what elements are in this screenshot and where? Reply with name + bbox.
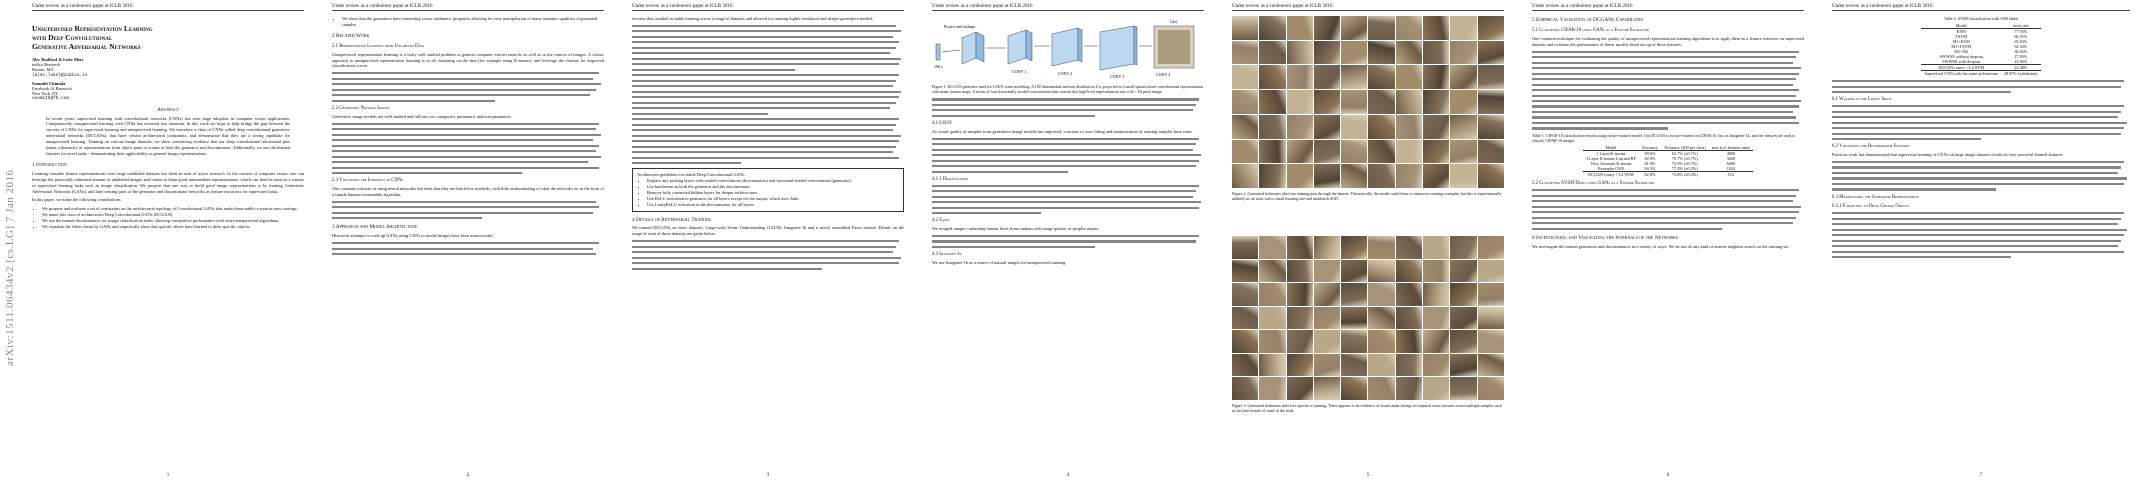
bedroom-sample-thumbnail bbox=[1423, 115, 1449, 139]
bedroom-sample-thumbnail bbox=[1341, 354, 1367, 377]
table-cell: 80.6% bbox=[1639, 151, 1661, 157]
abstract-heading: Abstract bbox=[157, 106, 179, 113]
table-caption: Table 2: SVHN classification with 1000 labels bbox=[1943, 16, 2019, 21]
bedroom-sample-thumbnail bbox=[1341, 283, 1367, 306]
bedroom-sample-thumbnail bbox=[1450, 140, 1476, 164]
bedroom-sample-thumbnail bbox=[1450, 330, 1476, 353]
bedroom-sample-thumbnail bbox=[1232, 377, 1258, 400]
table-cell: 82.8% bbox=[1639, 172, 1661, 178]
bedroom-sample-thumbnail bbox=[1341, 164, 1367, 188]
bedroom-sample-thumbnail bbox=[1423, 16, 1449, 40]
table-cell: 66.55% bbox=[2014, 34, 2028, 40]
running-header: Under review as a conference paper at ICLR 2016 bbox=[1832, 4, 2130, 11]
list-item: • We visualize the filters learnt by GANs and empirically show that specific filters have learned to draw specific objects. bbox=[42, 224, 304, 230]
bedroom-sample-thumbnail bbox=[1314, 115, 1340, 139]
bedroom-sample-thumbnail bbox=[1314, 354, 1340, 377]
bedroom-sample-thumbnail bbox=[1368, 354, 1394, 377]
bedroom-sample-thumbnail bbox=[1341, 260, 1367, 283]
paragraph: We investigate the trained generators and discriminators in a variety of ways. We do not do any kind of nearest neighbor search on the training set. bbox=[1532, 243, 1790, 249]
bedroom-sample-thumbnail bbox=[1478, 140, 1504, 164]
bedroom-sample-thumbnail bbox=[1478, 354, 1504, 377]
bedroom-sample-thumbnail bbox=[1396, 115, 1422, 139]
bedroom-sample-thumbnail bbox=[1423, 260, 1449, 283]
guidelines-title: Architecture guidelines for stable Deep Convolutional GANs bbox=[637, 172, 745, 178]
bedroom-sample-thumbnail bbox=[1314, 41, 1340, 65]
bedroom-sample-thumbnail bbox=[1287, 115, 1313, 139]
section-heading: 3 Approach and Model Architecture bbox=[332, 224, 418, 231]
paragraph: tectures that resulted in stable training across a range of datasets and allowed for training higher resolution and deeper generative models. bbox=[632, 16, 874, 21]
subsection-heading: 6.3 Manipulating the Generator Representation bbox=[1832, 194, 1919, 200]
diagram-label: Project and reshape bbox=[944, 24, 976, 29]
bedroom-sample-thumbnail bbox=[1341, 16, 1367, 40]
author-email: {alec,luke}@indico.io bbox=[32, 72, 88, 78]
subsection-heading: 2.1 Representation Learning from Unlabeled Data bbox=[332, 43, 425, 49]
generated-bedrooms-grid bbox=[1232, 236, 1504, 400]
bedroom-sample-thumbnail bbox=[1341, 307, 1367, 330]
bedroom-sample-thumbnail bbox=[1396, 377, 1422, 400]
page-number: 4 bbox=[1066, 473, 1070, 478]
table-cell: 1024 bbox=[1726, 166, 1736, 172]
bedroom-sample-thumbnail bbox=[1396, 283, 1422, 306]
figure-2 bbox=[1232, 16, 1504, 201]
bedroom-sample-thumbnail bbox=[1287, 16, 1313, 40]
generated-bedrooms-grid bbox=[1232, 16, 1504, 188]
table-cell: DCGAN (ours) + L2-SVM bbox=[1583, 172, 1639, 178]
table-cell: 54.33% bbox=[2014, 44, 2028, 50]
paragraph: Historical attempts to scale up GANs using CNNs to model images have been unsuccessful. bbox=[332, 233, 494, 239]
bedroom-sample-thumbnail bbox=[1341, 377, 1367, 400]
paragraph: We scraped images containing human faces from random web image queries of peoples names. bbox=[932, 226, 1100, 232]
section-heading: 4 Details of Adversarial Training bbox=[632, 216, 712, 223]
subsection-heading: 5.2 Classifying SVHN Digits using GANs as a Feature Extractor bbox=[1532, 181, 1655, 187]
subsection-heading: 5.1 Classifying CIFAR-10 using GANs as a Feature Extractor bbox=[1532, 27, 1649, 33]
table-cell: KNN bbox=[1921, 29, 2001, 35]
bedroom-sample-thumbnail bbox=[1287, 164, 1313, 188]
bedroom-sample-thumbnail bbox=[1341, 90, 1367, 114]
bedroom-sample-thumbnail bbox=[1423, 164, 1449, 188]
section-heading: 1 Introduction bbox=[32, 161, 67, 168]
bedroom-sample-thumbnail bbox=[1232, 115, 1258, 139]
bedroom-sample-thumbnail bbox=[1450, 260, 1476, 283]
bedroom-sample-thumbnail bbox=[1478, 307, 1504, 330]
page-number: 5 bbox=[1366, 473, 1370, 478]
bedroom-sample-thumbnail bbox=[1368, 164, 1394, 188]
diagram-label: G(z) bbox=[1170, 19, 1178, 24]
bedroom-sample-thumbnail bbox=[1396, 307, 1422, 330]
bedroom-sample-thumbnail bbox=[1396, 164, 1422, 188]
bedroom-sample-thumbnail bbox=[1396, 41, 1422, 65]
table-cell: 82.0% bbox=[1644, 156, 1656, 162]
figure-caption: Figure 3: Generated bedrooms after five epochs of training. There appears to be evidence of visual under-fitting via repeated noise textures across multiple samples such as the base boards of some of the beds. bbox=[1232, 403, 1502, 414]
page-number: 6 bbox=[1666, 473, 1670, 478]
paper-page-4 bbox=[918, 0, 1218, 483]
table-cell: 6400 bbox=[1726, 161, 1736, 167]
table-header: Model bbox=[1605, 145, 1617, 151]
bedroom-sample-thumbnail bbox=[1396, 354, 1422, 377]
bedroom-sample-thumbnail bbox=[1423, 283, 1449, 306]
page-number: 3 bbox=[766, 473, 770, 478]
bedroom-sample-thumbnail bbox=[1423, 41, 1449, 65]
bedroom-sample-thumbnail bbox=[1341, 41, 1367, 65]
paragraph: One common technique for evaluating the quality of unsupervised representation learning algorithms is to apply them as a feature extractor on supervised datasets and evaluate the performance of linear models fitted on top of these features. bbox=[1532, 35, 1804, 47]
table-cell: 84.3% bbox=[1644, 166, 1656, 172]
bedroom-sample-thumbnail bbox=[1478, 16, 1504, 40]
bedroom-sample-thumbnail bbox=[1287, 41, 1313, 65]
bedroom-sample-thumbnail bbox=[1232, 41, 1258, 65]
table-cell: 70.7% (±0.7%) bbox=[1671, 156, 1698, 162]
paragraph: Unsupervised representation learning is a fairly well studied problem in general computer vision research, as well as in the context of images. A classic approach to unsupervised representation learning is to do clustering on the data (for example using K-means), and leverage the clusters for improved classification scores. bbox=[332, 51, 604, 69]
paragraph: In this paper, we make the following contributions bbox=[32, 197, 121, 203]
author-email: soumith@fb.com bbox=[32, 96, 69, 102]
bedroom-sample-thumbnail bbox=[1396, 236, 1422, 259]
bedroom-sample-thumbnail bbox=[1368, 90, 1394, 114]
table-cell: 3200 bbox=[1726, 156, 1736, 162]
table-cell: SWWAE without dropout bbox=[1939, 54, 1983, 60]
list-item: • Remove fully connected hidden layers for deeper architectures. bbox=[647, 190, 899, 196]
figure-caption: Figure 2: Generated bedrooms after one training pass through the dataset. Theoretically, the model could learn to memorize training examples, but this is experimentally unlikely as we train with a small learning rate and minibatch SGD. bbox=[1232, 191, 1502, 202]
table-cell: M1+TSVM bbox=[1951, 44, 1972, 50]
table-cell: 36.02% bbox=[2014, 49, 2028, 55]
table-cell: 73.8% (±0.4%) bbox=[1661, 172, 1709, 178]
paragraph: One constant criticism of using neural networks has been that they are black-box methods, with little understanding of what the networks do in the form of a simple human-consumable algorithm. bbox=[332, 186, 604, 197]
bedroom-sample-thumbnail bbox=[1450, 164, 1476, 188]
bedroom-sample-thumbnail bbox=[1368, 236, 1394, 259]
bedroom-sample-thumbnail bbox=[1423, 90, 1449, 114]
bedroom-sample-thumbnail bbox=[1423, 65, 1449, 89]
table-cell: 72.6% (±0.7%) bbox=[1671, 161, 1698, 167]
bedroom-sample-thumbnail bbox=[1423, 377, 1449, 400]
paper-page-6 bbox=[1518, 0, 1818, 483]
list-item: • Replace any pooling layers with strided convolutions (discriminator) and fractional-strided convolutions (generator). bbox=[647, 178, 899, 184]
section-heading: 5 Empirical Validation of DCGANs Capabilities bbox=[1532, 17, 1644, 23]
table-cell: 22.48% bbox=[2001, 65, 2041, 71]
bedroom-sample-thumbnail bbox=[1287, 260, 1313, 283]
diagram-label: 100 z bbox=[934, 64, 943, 69]
paper-page-1 bbox=[18, 0, 318, 483]
bedroom-sample-thumbnail bbox=[1368, 307, 1394, 330]
subsection-heading: 2.3 Visualizing the Internals of CNNs bbox=[332, 178, 404, 184]
bedroom-sample-thumbnail bbox=[1259, 65, 1285, 89]
bedroom-sample-thumbnail bbox=[1259, 90, 1285, 114]
bedroom-sample-thumbnail bbox=[1478, 65, 1504, 89]
bedroom-sample-thumbnail bbox=[1314, 236, 1340, 259]
bedroom-sample-thumbnail bbox=[1287, 65, 1313, 89]
bedroom-sample-thumbnail bbox=[1478, 41, 1504, 65]
paragraph: Previous work has demonstrated that supervised training of CNNs on large image datasets results in very powerful learned features. bbox=[1832, 152, 2064, 158]
author-block bbox=[32, 81, 304, 102]
bedroom-sample-thumbnail bbox=[1368, 16, 1394, 40]
bedroom-sample-thumbnail bbox=[1287, 377, 1313, 400]
author-affil: Facebook AI Research bbox=[32, 86, 72, 92]
subsection-heading: 4.1.1 Deduplication bbox=[932, 176, 968, 182]
bedroom-sample-thumbnail bbox=[1287, 140, 1313, 164]
figure-caption: Figure 1: DCGAN generator used for LSUN scene modeling. A 100 dimensional uniform distribution Z is projected to a small spatial extent convolutional representation with many feature maps. A series of four fractionally-strided convolutions then convert this high level representation into a 64 × 64 pixel image. bbox=[932, 84, 1204, 95]
paper-page-2 bbox=[318, 0, 618, 483]
bedroom-sample-thumbnail bbox=[1450, 65, 1476, 89]
table-row bbox=[1921, 71, 2040, 77]
abstract-text: In recent years, supervised learning with convolutional networks (CNNs) has seen huge adoption in computer vision applications. Comparatively, unsupervised learning with CNNs has received less attention. In this work we hope to help bridge the gap between the success of CNNs for supervised learning and unsupervised learning. We introduce a class of CNNs called deep convolutional generative adversarial networks (DCGANs), that have certain architectural constraints, and demonstrate that they are a strong candidate for unsupervised learning. Training on various image datasets, we show convincing evidence that our deep convolutional adversarial pair learns a hierarchy of representations from object parts to scenes in both the generator and discriminator. Additionally, we use the learned features for novel tasks - demonstrating their applicability as general image representations. bbox=[46, 115, 290, 156]
bedroom-sample-thumbnail bbox=[1396, 16, 1422, 40]
bedroom-sample-thumbnail bbox=[1423, 330, 1449, 353]
author-name: Soumith Chintala bbox=[32, 80, 66, 86]
bedroom-sample-thumbnail bbox=[1450, 115, 1476, 139]
bedroom-sample-thumbnail bbox=[1259, 236, 1285, 259]
bedroom-sample-thumbnail bbox=[1314, 260, 1340, 283]
table-cell: 23.56% bbox=[2014, 59, 2028, 65]
bedroom-sample-thumbnail bbox=[1423, 236, 1449, 259]
table-cell: Supervised CNN with the same architecture bbox=[1921, 71, 2001, 77]
running-header: Under review as a conference paper at ICLR 2016 bbox=[932, 4, 1204, 11]
contribution-list bbox=[32, 206, 304, 230]
bedroom-sample-thumbnail bbox=[1287, 354, 1313, 377]
bedroom-sample-thumbnail bbox=[1232, 236, 1258, 259]
bedroom-sample-thumbnail bbox=[1450, 377, 1476, 400]
bedroom-sample-thumbnail bbox=[1450, 90, 1476, 114]
paragraph: Learning reusable feature representations from large unlabeled datasets has been an area of active research. In the context of computer vision, one can leverage the practically unlimited amount of unlabeled images and videos to learn good intermediate representations, which can then be used on a variety of supervised learning tasks such as image classification. We propose that one way to build good image representations is by training Generative Adversarial Networks (GANs), and later reusing parts of the generator and discriminator networks as feature extractors for supervised tasks. bbox=[32, 170, 304, 194]
paper-page-3 bbox=[618, 0, 918, 483]
bedroom-sample-thumbnail bbox=[1450, 354, 1476, 377]
bedroom-sample-thumbnail bbox=[1396, 330, 1422, 353]
bedroom-sample-thumbnail bbox=[1396, 90, 1422, 114]
bedroom-sample-thumbnail bbox=[1259, 354, 1285, 377]
bedroom-sample-thumbnail bbox=[1259, 115, 1285, 139]
bedroom-sample-thumbnail bbox=[1259, 377, 1285, 400]
bedroom-sample-thumbnail bbox=[1232, 307, 1258, 330]
page-number: 1 bbox=[166, 473, 170, 478]
table-cell: 3 Layer K-means Learned RF bbox=[1585, 156, 1636, 162]
bedroom-sample-thumbnail bbox=[1396, 65, 1422, 89]
running-header: Under review as a conference paper at ICLR 2016 bbox=[1532, 4, 1804, 11]
diagram-label: CONV 1 bbox=[1012, 69, 1027, 74]
bedroom-sample-thumbnail bbox=[1314, 330, 1340, 353]
table-header: Model bbox=[1955, 23, 1967, 29]
bedroom-sample-thumbnail bbox=[1232, 283, 1258, 306]
page-number: 7 bbox=[1979, 473, 1983, 478]
table-row bbox=[1583, 172, 1753, 178]
paper-page-5 bbox=[1218, 0, 1518, 483]
bedroom-sample-thumbnail bbox=[1423, 307, 1449, 330]
bedroom-sample-thumbnail bbox=[1232, 330, 1258, 353]
bedroom-sample-thumbnail bbox=[1341, 330, 1367, 353]
subsection-heading: 6.1 Walking in the Latent Space bbox=[1832, 97, 1892, 103]
bedroom-sample-thumbnail bbox=[1314, 140, 1340, 164]
table-cell: View Invariant K-means bbox=[1590, 161, 1632, 167]
subsection-heading: 6.2 Visualizing the Discriminator Features bbox=[1832, 144, 1910, 150]
table-cell: 77.93% bbox=[2001, 29, 2041, 35]
bedroom-sample-thumbnail bbox=[1450, 236, 1476, 259]
bedroom-sample-thumbnail bbox=[1314, 16, 1340, 40]
bedroom-sample-thumbnail bbox=[1259, 330, 1285, 353]
svhn-results-table bbox=[1921, 23, 2040, 76]
table-header: Accuracy (400 per class) bbox=[1663, 145, 1706, 151]
bedroom-sample-thumbnail bbox=[1314, 90, 1340, 114]
arxiv-id: arXiv:1511.06434v2 [cs.LG] 7 Jan 2016 bbox=[4, 169, 16, 366]
table-cell: 4800 bbox=[1709, 151, 1753, 157]
dcgan-generator-diagram bbox=[932, 18, 1204, 82]
bedroom-sample-thumbnail bbox=[1450, 283, 1476, 306]
subsection-heading: 4.3 Imagenet-1k bbox=[932, 252, 962, 258]
bedroom-sample-thumbnail bbox=[1287, 90, 1313, 114]
table-cell: 65.63% bbox=[2014, 39, 2028, 45]
architecture-guidelines-box bbox=[632, 168, 904, 211]
bedroom-sample-thumbnail bbox=[1259, 164, 1285, 188]
bedroom-sample-thumbnail bbox=[1478, 90, 1504, 114]
bedroom-sample-thumbnail bbox=[1478, 377, 1504, 400]
bedroom-sample-thumbnail bbox=[1341, 236, 1367, 259]
bedroom-sample-thumbnail bbox=[1232, 164, 1258, 188]
subsection-heading: 6.3.1 Forgetting to Draw Certain Objects bbox=[1832, 204, 1910, 210]
bedroom-sample-thumbnail bbox=[1341, 140, 1367, 164]
bedroom-sample-thumbnail bbox=[1287, 236, 1313, 259]
bedroom-sample-thumbnail bbox=[1368, 283, 1394, 306]
title-line: Unsupervised Representation Learning bbox=[32, 24, 153, 33]
author-block bbox=[32, 57, 304, 78]
paragraph: As visual quality of samples from generative image models has improved, concerns of over-fitting and memorization of training samples have risen. bbox=[932, 128, 1193, 134]
table-cell: 27.83% bbox=[2014, 54, 2028, 60]
list-item: • We propose and evaluate a set of constraints on the architectural topology of Convolutional GANs that make them stable to train in most settings. We name this class of architectures Deep Convolutional GANs (DCGAN) bbox=[42, 206, 304, 218]
diagram-label: CONV 2 bbox=[1058, 71, 1073, 76]
contribution-list bbox=[332, 16, 604, 28]
paper-title bbox=[32, 24, 304, 51]
bedroom-sample-thumbnail bbox=[1368, 330, 1394, 353]
bedroom-sample-thumbnail bbox=[1450, 16, 1476, 40]
bedroom-sample-thumbnail bbox=[1232, 16, 1258, 40]
table-cell: M1+KNN bbox=[1952, 39, 1970, 45]
running-header: Under review as a conference paper at ICLR 2016 bbox=[32, 4, 304, 11]
title-line: with Deep Convolutional bbox=[32, 33, 113, 42]
guidelines-list bbox=[637, 178, 899, 208]
table-cell: 1 Layer K-means bbox=[1583, 151, 1639, 157]
bedroom-sample-thumbnail bbox=[1259, 307, 1285, 330]
bedroom-sample-thumbnail bbox=[1396, 260, 1422, 283]
author-place: New York, NY bbox=[32, 91, 59, 97]
bedroom-sample-thumbnail bbox=[1423, 354, 1449, 377]
bedroom-sample-thumbnail bbox=[1259, 41, 1285, 65]
table-cell: 63.7% (±0.7%) bbox=[1661, 151, 1709, 157]
page-number: 2 bbox=[466, 473, 470, 478]
list-item: • We use the trained discriminators for image classification tasks, showing competitive performance with other unsupervised algorithms. bbox=[42, 218, 304, 224]
bedroom-sample-thumbnail bbox=[1368, 140, 1394, 164]
bedroom-sample-thumbnail bbox=[1478, 236, 1504, 259]
author-name: Alec Radford & Luke Metz bbox=[32, 57, 84, 62]
bedroom-sample-thumbnail bbox=[1368, 65, 1394, 89]
bedroom-sample-thumbnail bbox=[1314, 283, 1340, 306]
table-cell: 81.9% bbox=[1644, 161, 1656, 167]
bedroom-sample-thumbnail bbox=[1478, 260, 1504, 283]
bedroom-sample-thumbnail bbox=[1314, 377, 1340, 400]
table-header: max # of features units bbox=[1711, 145, 1751, 151]
bedroom-sample-thumbnail bbox=[1232, 140, 1258, 164]
arxiv-stamp bbox=[0, 0, 18, 483]
paper-page-7 bbox=[1818, 0, 2144, 483]
bedroom-sample-thumbnail bbox=[1232, 260, 1258, 283]
bedroom-sample-thumbnail bbox=[1287, 307, 1313, 330]
bedroom-sample-thumbnail bbox=[1368, 260, 1394, 283]
table-cell: 77.4% (±0.2%) bbox=[1671, 166, 1698, 172]
bedroom-sample-thumbnail bbox=[1423, 140, 1449, 164]
running-header: Under review as a conference paper at ICLR 2016 bbox=[1232, 4, 1504, 11]
bedroom-sample-thumbnail bbox=[1314, 65, 1340, 89]
cifar10-results-table bbox=[1583, 145, 1753, 177]
table-header: Accuracy bbox=[1641, 145, 1658, 151]
bedroom-sample-thumbnail bbox=[1259, 140, 1285, 164]
bedroom-sample-thumbnail bbox=[1396, 140, 1422, 164]
table-cell: 512 bbox=[1709, 172, 1753, 178]
paragraph: We trained DCGANs on three datasets, Large-scale Scene Understanding (LSUN), Imagenet-1k and a newly assembled Faces dataset. Details on the usage of each of these datasets are given below. bbox=[632, 225, 904, 237]
table-cell: TSVM bbox=[1955, 34, 1968, 40]
table-row bbox=[1921, 65, 2040, 71]
author-affil: indico Research bbox=[32, 62, 61, 68]
diagram-label: CONV 3 bbox=[1110, 74, 1125, 79]
bedroom-sample-thumbnail bbox=[1478, 115, 1504, 139]
table-cell: M1+M2 bbox=[1954, 49, 1969, 55]
list-item: • We show that the generators have interesting vector arithmetic properties allowing for easy manipulation of many semantic qualities of generated samples. bbox=[342, 16, 604, 28]
bedroom-sample-thumbnail bbox=[1314, 307, 1340, 330]
subsection-heading: 2.2 Generating Natural Images bbox=[332, 105, 390, 111]
diagram-label: CONV 4 bbox=[1156, 72, 1171, 77]
bedroom-sample-thumbnail bbox=[1478, 330, 1504, 353]
table-cell: Exemplar CNN bbox=[1597, 166, 1624, 172]
bedroom-sample-thumbnail bbox=[1259, 16, 1285, 40]
paragraph: We use Imagenet-1k as a source of natural images for unsupervised training. bbox=[932, 259, 1067, 265]
bedroom-sample-thumbnail bbox=[1341, 115, 1367, 139]
bedroom-sample-thumbnail bbox=[1232, 90, 1258, 114]
bedroom-sample-thumbnail bbox=[1368, 115, 1394, 139]
bedroom-sample-thumbnail bbox=[1368, 377, 1394, 400]
list-item: • Use ReLU activation in generator for all layers except for the output, which uses Tanh. bbox=[647, 196, 899, 202]
bedroom-sample-thumbnail bbox=[1368, 41, 1394, 65]
bedroom-sample-thumbnail bbox=[1314, 164, 1340, 188]
figure-3 bbox=[1232, 236, 1504, 413]
bedroom-sample-thumbnail bbox=[1287, 330, 1313, 353]
running-header: Under review as a conference paper at ICLR 2016 bbox=[332, 4, 604, 11]
bedroom-sample-thumbnail bbox=[1450, 307, 1476, 330]
bedroom-sample-thumbnail bbox=[1478, 283, 1504, 306]
bedroom-sample-thumbnail bbox=[1232, 354, 1258, 377]
table-caption: Table 1: CIFAR-10 classification results using our pre-trained model. Our DCGAN is not pre-trained on CIFAR-10, but on Imagenet-1k, and the features are used to classify CIFAR-10 images. bbox=[1532, 132, 1796, 144]
bedroom-sample-thumbnail bbox=[1259, 283, 1285, 306]
table-header: error rate bbox=[2013, 23, 2029, 29]
bedroom-sample-thumbnail bbox=[1341, 65, 1367, 89]
section-heading: 2 Related Work bbox=[332, 32, 370, 39]
list-item: • Use batchnorm in both the generator and the discriminator. bbox=[647, 184, 899, 190]
author-place: Boston, MA bbox=[32, 67, 54, 73]
bedroom-sample-thumbnail bbox=[1478, 164, 1504, 188]
subsection-heading: 4.1 LSUN bbox=[932, 120, 952, 126]
paragraph: Generative image models are well studied and fall into two categories: parametric and non-parametric. bbox=[332, 113, 513, 119]
bedroom-sample-thumbnail bbox=[1450, 41, 1476, 65]
table-cell: 28.87% (validation) bbox=[2001, 71, 2041, 77]
running-header: Under review as a conference paper at ICLR 2016 bbox=[632, 4, 904, 11]
table-cell: SWWAE with dropout bbox=[1942, 59, 1981, 65]
subsection-heading: 4.2 Faces bbox=[932, 218, 950, 224]
list-item: • Use LeakyReLU activation in the discriminator for all layers. bbox=[647, 202, 899, 208]
bedroom-sample-thumbnail bbox=[1232, 65, 1258, 89]
section-heading: 6 Investigating and Visualizing the Internals of the Networks bbox=[1532, 234, 1679, 241]
title-line: Generative Adversarial Networks bbox=[32, 42, 141, 51]
table-cell: DCGAN (ours) + L2-SVM bbox=[1921, 65, 2001, 71]
bedroom-sample-thumbnail bbox=[1259, 260, 1285, 283]
bedroom-sample-thumbnail bbox=[1287, 283, 1313, 306]
